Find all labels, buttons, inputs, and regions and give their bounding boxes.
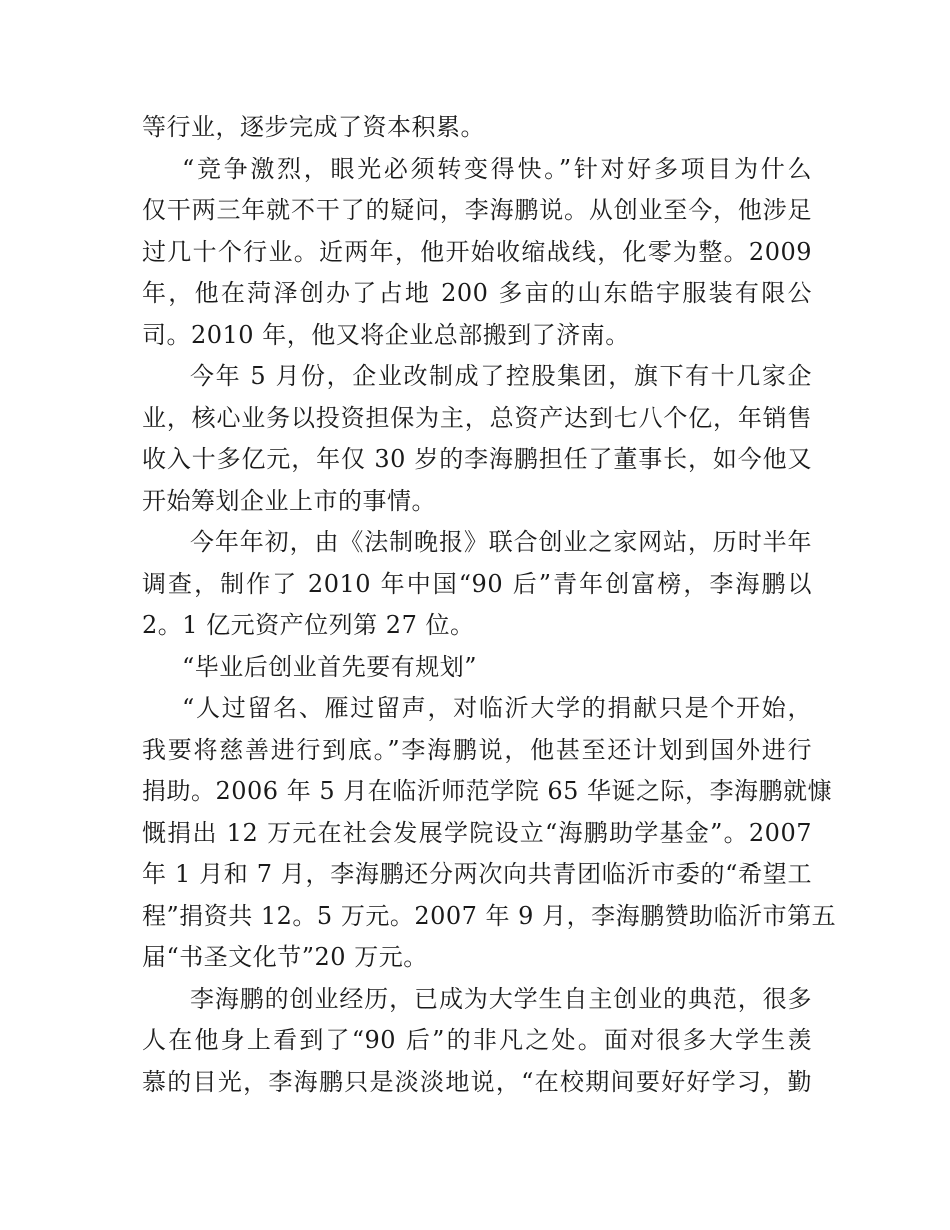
text-line: 年 1 月和 7 月，李海鹏还分两次向共青团临沂市委的“希望工: [142, 860, 812, 888]
text-line: 届“书圣文化节”20 万元。: [142, 943, 428, 971]
document-body: [142, 107, 837, 1103]
text-line: 过几十个行业。近两年，他开始收缩战线，化零为整。2009: [142, 237, 812, 266]
text-line: 等行业，逐步完成了资本积累。: [142, 113, 485, 141]
text-line: 调查，制作了 2010 年中国“90 后”青年创富榜，李海鹏以: [142, 569, 812, 598]
text-line: 今年 5 月份，企业改制成了控股集团，旗下有十几家企: [190, 362, 812, 390]
text-line: 程”捐资共 12。5 万元。2007 年 9 月，李海鹏赞助临沂市第五: [142, 901, 837, 930]
text-line: 慕的目光，李海鹏只是淡淡地说，“在校期间要好好学习，勤: [142, 1067, 812, 1096]
text-line: 人在他身上看到了“90 后”的非凡之处。面对很多大学生羡: [142, 1026, 812, 1054]
text-line: 捐助。2006 年 5 月在临沂师范学院 65 华诞之际，李海鹏就慷: [142, 777, 833, 805]
text-line: 慨捐出 12 万元在社会发展学院设立“海鹏助学基金”。2007: [142, 818, 812, 847]
text-line: 李海鹏的创业经历，已成为大学生自主创业的典范，很多: [190, 984, 812, 1013]
text-line: “人过留名、雁过留声，对临沂大学的捐献只是个开始，: [182, 694, 812, 722]
text-line: 我要将慈善进行到底。”李海鹏说，他甚至还计划到国外进行: [142, 735, 812, 764]
text-line: 收入十多亿元，年仅 30 岁的李海鹏担任了董事长，如今他又: [142, 445, 812, 473]
text-line: 开始筹划企业上市的事情。: [142, 486, 436, 515]
text-line: 年，他在菏泽创办了占地 200 多亩的山东皓宇服装有限公: [142, 279, 812, 307]
text-line: 业，核心业务以投资担保为主，总资产达到七八个亿，年销售: [142, 403, 812, 432]
text-line: 司。2010 年，他又将企业总部搬到了济南。: [142, 320, 630, 349]
text-line: 2。1 亿元资产位列第 27 位。: [142, 611, 475, 639]
text-line: “竞争激烈，眼光必须转变得快。”针对好多项目为什么: [182, 154, 812, 183]
text-line: 仅干两三年就不干了的疑问，李海鹏说。从创业至今，他涉足: [142, 196, 812, 224]
text-line: 今年年初，由《法制晚报》联合创业之家网站，历时半年: [190, 528, 812, 556]
section-heading: “毕业后创业首先要有规划”: [182, 652, 478, 681]
